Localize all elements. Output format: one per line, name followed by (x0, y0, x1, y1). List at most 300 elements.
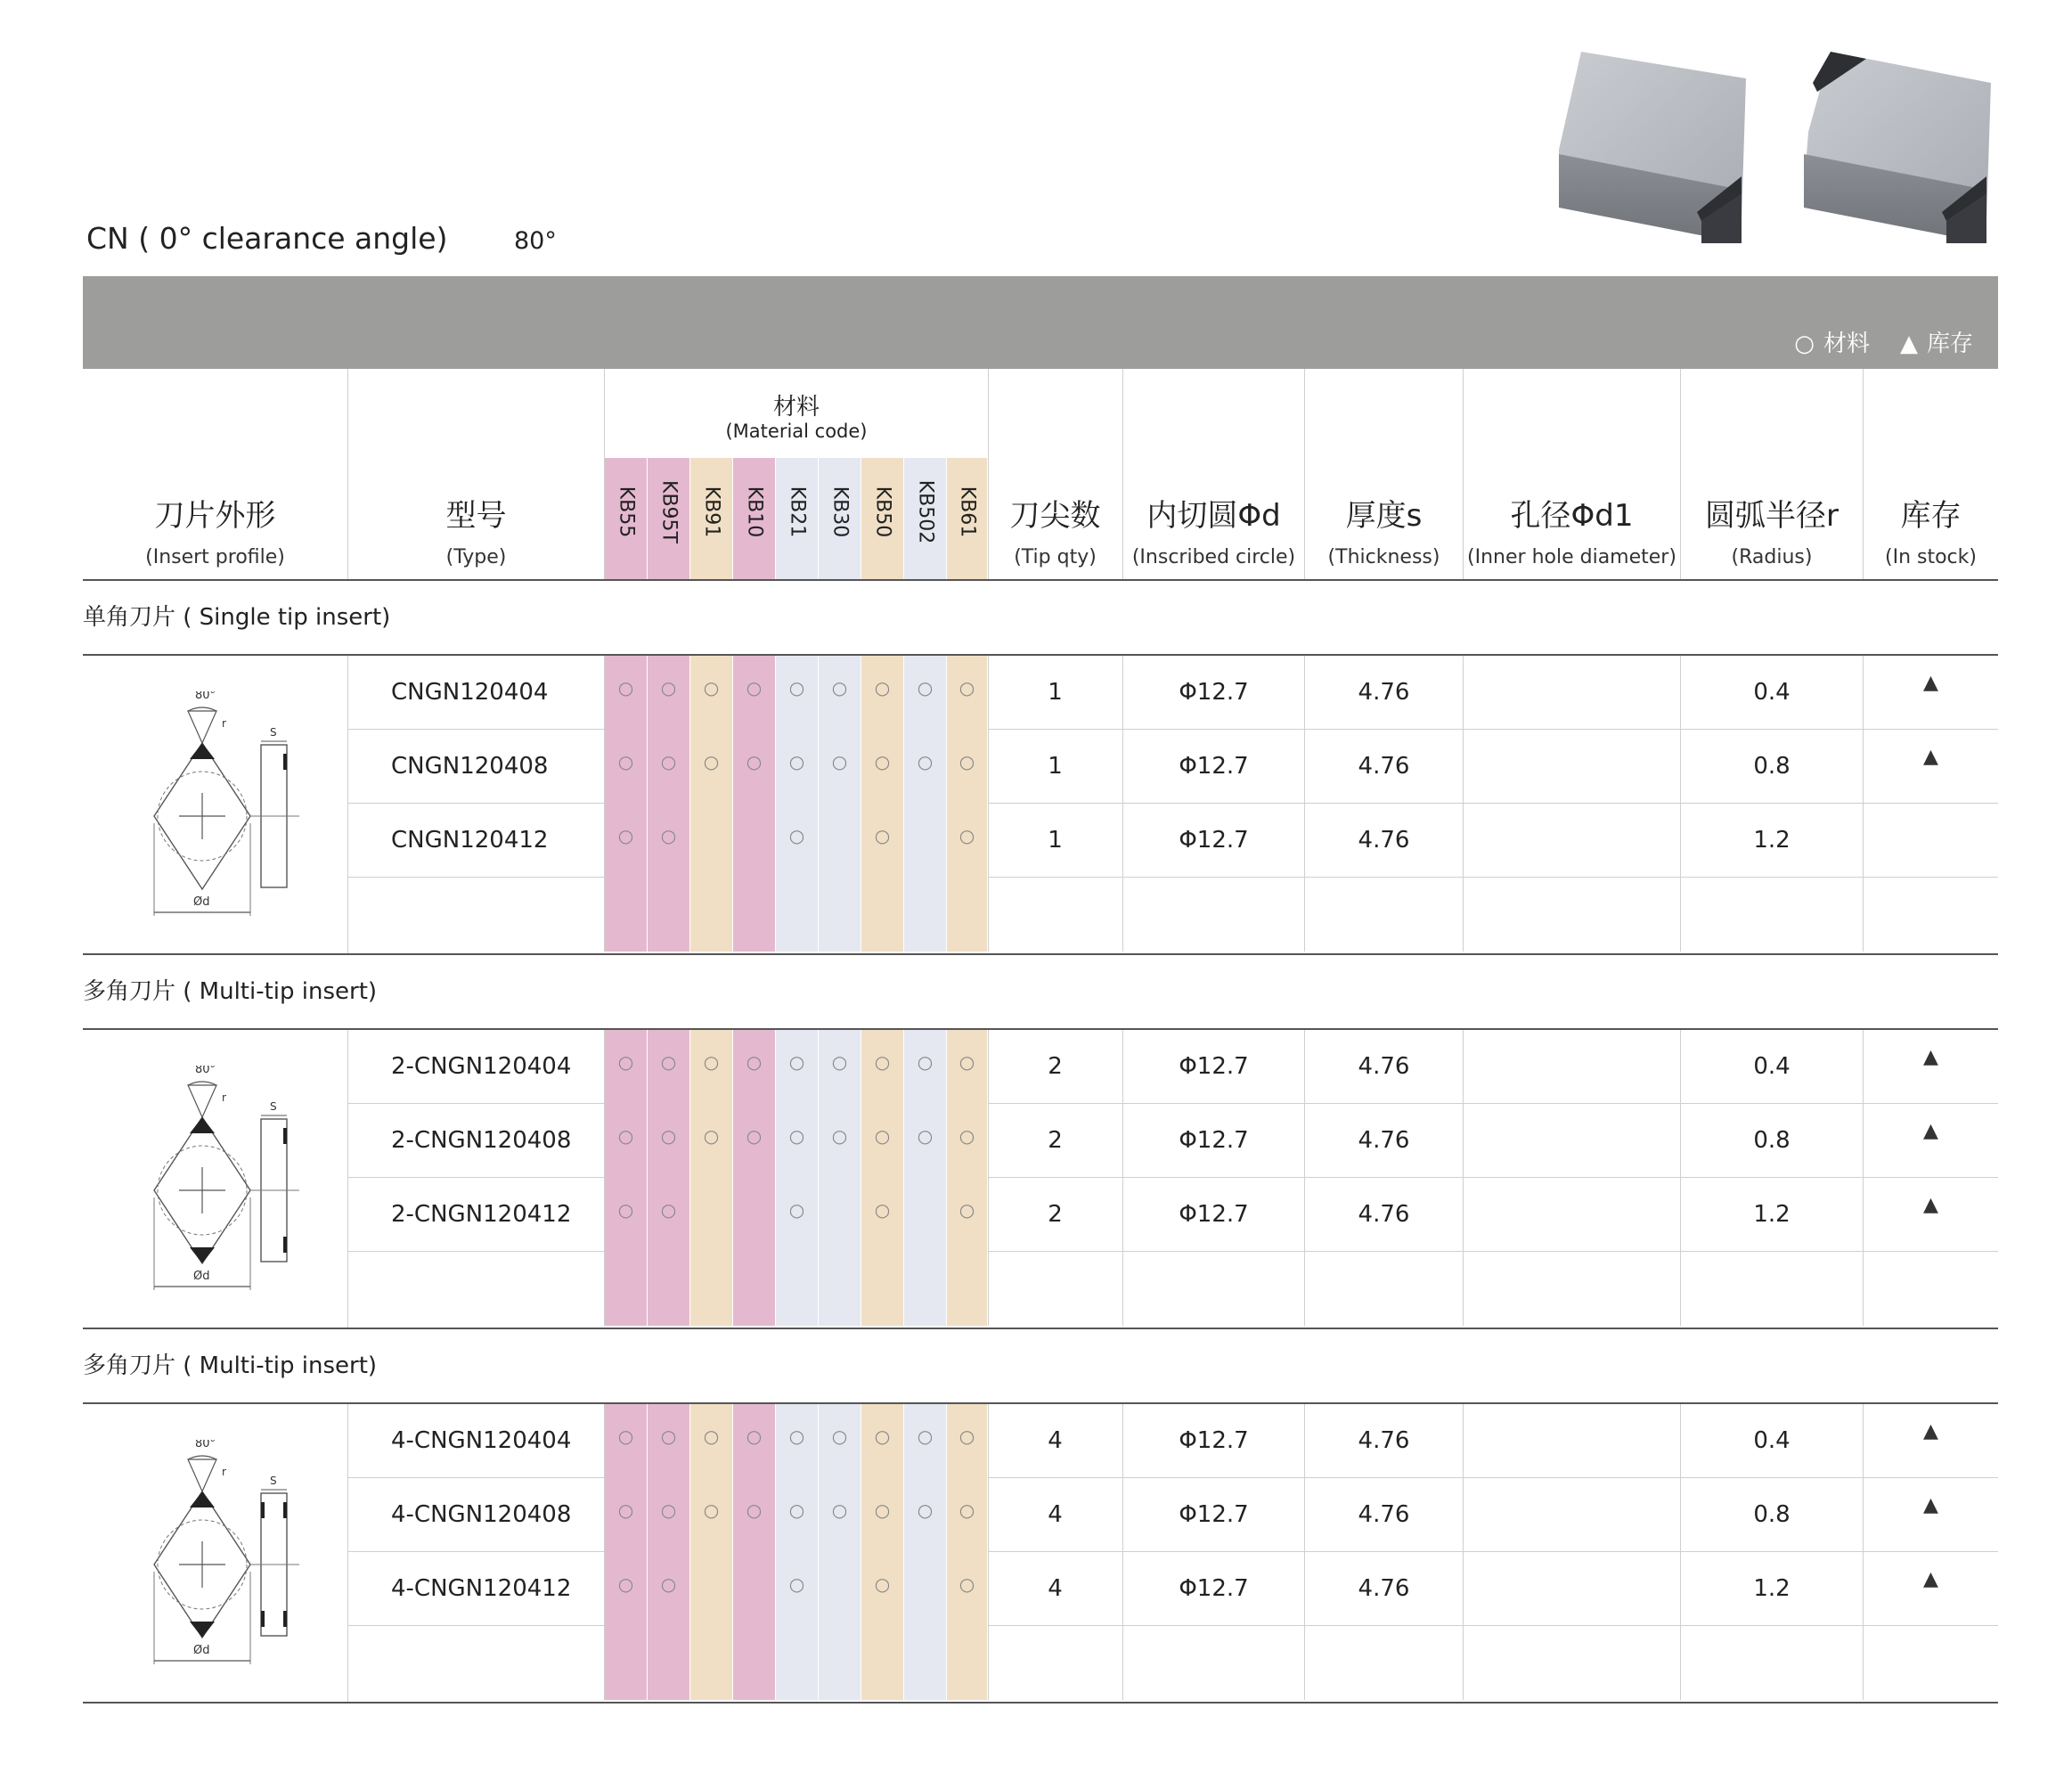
material-cell-kb30 (819, 1552, 861, 1626)
profile-angle-label: 80° (195, 1066, 216, 1076)
material-cell-kb50 (861, 730, 904, 804)
material-available-icon: ○ (617, 1573, 634, 1595)
material-available-icon: ○ (617, 1499, 634, 1521)
cell-radius (1681, 878, 1864, 952)
material-divider (988, 1252, 989, 1326)
col-stock: 库存 (In stock) (1885, 498, 1977, 568)
material-cell-kb30 (819, 1404, 861, 1478)
material-available-icon: ○ (660, 1499, 677, 1521)
material-available-icon: ○ (746, 751, 763, 772)
material-available-icon: ○ (874, 751, 891, 772)
material-cell-kb50 (861, 804, 904, 878)
profile-s-label: S (270, 1475, 277, 1487)
cell-type: 4-CNGN120408 (348, 1478, 605, 1552)
cell-inscribed: Φ12.7 (1123, 1552, 1305, 1626)
material-available-icon: ○ (617, 1199, 634, 1221)
cell-hole (1464, 1552, 1681, 1626)
material-available-icon: ○ (874, 1573, 891, 1595)
material-available-icon: ○ (617, 1125, 634, 1147)
cell-tip-qty (988, 1252, 1123, 1326)
material-available-icon: ○ (788, 1426, 805, 1447)
material-cell-kb10 (733, 1626, 776, 1700)
profile-d-label: Ød (193, 895, 210, 909)
material-head-kb91: KB91 (690, 458, 733, 579)
material-cell-kb502 (904, 730, 947, 804)
insert-profile-drawing (117, 691, 330, 932)
material-cell-kb10 (733, 1178, 776, 1252)
material-cell-kb95t (648, 1626, 690, 1700)
cell-radius: 1.2 (1681, 1552, 1864, 1626)
material-cell-kb95t (648, 1478, 690, 1552)
material-cell-kb10 (733, 1030, 776, 1104)
material-head-kb50: KB50 (861, 458, 904, 579)
material-cell-kb10 (733, 1104, 776, 1178)
legend (1794, 325, 1973, 358)
profile-angle-label: 80° (195, 691, 216, 702)
material-available-icon: ○ (959, 1499, 975, 1521)
material-cell-kb95t (648, 1104, 690, 1178)
title-angle: 80° (513, 227, 557, 255)
table-row (348, 1104, 1998, 1178)
profile-s-label: S (270, 726, 277, 739)
cell-hole (1464, 1478, 1681, 1552)
material-cell-kb10 (733, 878, 776, 952)
material-cell-kb30 (819, 656, 861, 730)
material-cell-kb30 (819, 804, 861, 878)
cell-thickness (1305, 1626, 1464, 1700)
material-available-icon: ○ (746, 1426, 763, 1447)
cell-radius: 0.4 (1681, 1030, 1864, 1104)
material-available-icon: ○ (831, 1426, 848, 1447)
material-cell-kb50 (861, 1552, 904, 1626)
cell-radius: 0.8 (1681, 1104, 1864, 1178)
material-available-icon: ○ (959, 1426, 975, 1447)
material-cell-kb61 (947, 730, 988, 804)
material-cell-kb91 (690, 804, 733, 878)
cell-thickness: 4.76 (1305, 1478, 1464, 1552)
material-cell-kb502 (904, 804, 947, 878)
cell-radius (1681, 1626, 1864, 1700)
cell-hole (1464, 878, 1681, 952)
material-cell-kb61 (947, 656, 988, 730)
material-cell-kb95t (648, 656, 690, 730)
col-profile: 刀片外形 (Insert profile) (83, 369, 348, 579)
cell-tip-qty: 4 (988, 1478, 1123, 1552)
material-cell-kb21 (776, 1478, 819, 1552)
material-cell-kb50 (861, 1478, 904, 1552)
material-cell-kb55 (605, 1178, 648, 1252)
cell-radius: 0.8 (1681, 730, 1864, 804)
cell-hole (1464, 804, 1681, 878)
cell-tip-qty (988, 878, 1123, 952)
material-cell-kb55 (605, 1030, 648, 1104)
material-available-icon: ○ (917, 1051, 934, 1073)
cell-thickness: 4.76 (1305, 656, 1464, 730)
material-cell-kb21 (776, 1552, 819, 1626)
material-available-icon: ○ (660, 1125, 677, 1147)
material-available-icon: ○ (703, 1125, 720, 1147)
cell-stock (1864, 1552, 1998, 1626)
material-cell-kb50 (861, 1178, 904, 1252)
material-cell-kb21 (776, 1104, 819, 1178)
material-cell-kb30 (819, 1626, 861, 1700)
cell-inscribed: Φ12.7 (1123, 1404, 1305, 1478)
cell-type: 2-CNGN120404 (348, 1030, 605, 1104)
material-divider (988, 1104, 989, 1178)
material-divider (988, 878, 989, 952)
material-divider (988, 1178, 989, 1252)
material-head-kb21: KB21 (776, 458, 819, 579)
material-cell-kb502 (904, 1178, 947, 1252)
profile-d-label: Ød (193, 1644, 210, 1657)
material-available-icon: ○ (660, 1199, 677, 1221)
profile-s-label: S (270, 1100, 277, 1113)
material-cell-kb21 (776, 656, 819, 730)
material-available-icon: ○ (874, 677, 891, 699)
material-available-icon: ○ (959, 1125, 975, 1147)
material-available-icon: ○ (874, 1051, 891, 1073)
cell-type: 4-CNGN120404 (348, 1404, 605, 1478)
cell-stock (1864, 878, 1998, 952)
cell-thickness: 4.76 (1305, 1552, 1464, 1626)
cell-inscribed: Φ12.7 (1123, 804, 1305, 878)
col-radius: 圆弧半径r (Radius) (1681, 369, 1864, 579)
material-available-icon: ○ (831, 1499, 848, 1521)
material-available-icon: ○ (746, 1051, 763, 1073)
cell-type (348, 1626, 605, 1700)
material-available-icon: ○ (959, 1573, 975, 1595)
profile-r-label: r (222, 717, 226, 730)
material-cell-kb55 (605, 1626, 648, 1700)
material-available-icon: ○ (703, 677, 720, 699)
material-cell-kb55 (605, 1252, 648, 1326)
cell-stock (1864, 1252, 1998, 1326)
material-available-icon: ○ (831, 1125, 848, 1147)
material-head-kb55: KB55 (605, 458, 648, 579)
material-cell-kb61 (947, 878, 988, 952)
cell-stock (1864, 1178, 1998, 1252)
material-cell-kb50 (861, 656, 904, 730)
material-cell-kb91 (690, 878, 733, 952)
material-available-icon: ○ (788, 1499, 805, 1521)
material-cell-kb61 (947, 1552, 988, 1626)
material-available-icon: ○ (788, 751, 805, 772)
material-cell-kb91 (690, 1478, 733, 1552)
cell-inscribed: Φ12.7 (1123, 1178, 1305, 1252)
col-tip-qty: 刀尖数 (Tip qty) (988, 369, 1123, 579)
material-available-icon: ○ (831, 751, 848, 772)
table-row (348, 1404, 1998, 1478)
material-available-icon: ○ (617, 825, 634, 846)
material-head-kb10: KB10 (733, 458, 776, 579)
header-band (83, 276, 1998, 369)
material-cell-kb21 (776, 878, 819, 952)
cell-radius (1681, 1252, 1864, 1326)
cell-stock (1864, 1030, 1998, 1104)
profile-angle-label: 80° (195, 1440, 216, 1450)
material-available-icon: ○ (874, 1125, 891, 1147)
material-cell-kb50 (861, 1404, 904, 1478)
material-cell-kb61 (947, 804, 988, 878)
material-available-icon: ○ (703, 751, 720, 772)
stock-triangle-icon: ▲ (1923, 746, 1938, 768)
table-row (348, 1626, 1998, 1700)
col-inscribed: 内切圆Φd (Inscribed circle) (1123, 369, 1305, 579)
cell-tip-qty: 2 (988, 1030, 1123, 1104)
insert-profile-cell (83, 656, 348, 953)
insert-profile-drawing (117, 1440, 330, 1680)
cell-radius: 0.8 (1681, 1478, 1864, 1552)
material-cell-kb91 (690, 730, 733, 804)
material-cell-kb30 (819, 1104, 861, 1178)
cell-stock (1864, 1478, 1998, 1552)
stock-triangle-icon: ▲ (1923, 1120, 1938, 1142)
insert-profile-cell (83, 1404, 348, 1702)
cell-stock (1864, 804, 1998, 878)
material-cell-kb502 (904, 656, 947, 730)
material-available-icon: ○ (703, 1426, 720, 1447)
material-available-icon: ○ (831, 1051, 848, 1073)
material-available-icon: ○ (788, 1573, 805, 1595)
material-cell-kb55 (605, 1404, 648, 1478)
cell-thickness: 4.76 (1305, 1178, 1464, 1252)
cell-stock (1864, 730, 1998, 804)
material-cell-kb21 (776, 1252, 819, 1326)
material-available-icon: ○ (703, 1499, 720, 1521)
material-cell-kb50 (861, 878, 904, 952)
material-cell-kb61 (947, 1104, 988, 1178)
material-available-icon: ○ (617, 1426, 634, 1447)
material-divider (988, 730, 989, 804)
material-cell-kb95t (648, 1404, 690, 1478)
material-cell-kb50 (861, 1626, 904, 1700)
cell-radius: 1.2 (1681, 804, 1864, 878)
cell-tip-qty: 4 (988, 1552, 1123, 1626)
material-cell-kb10 (733, 1552, 776, 1626)
material-available-icon: ○ (959, 1051, 975, 1073)
cell-inscribed: Φ12.7 (1123, 1104, 1305, 1178)
cell-hole (1464, 1104, 1681, 1178)
table-row (348, 1178, 1998, 1252)
cell-type: CNGN120408 (348, 730, 605, 804)
table-row (348, 804, 1998, 878)
group-body (83, 656, 1998, 955)
material-available-icon: ○ (788, 825, 805, 846)
material-cell-kb55 (605, 1478, 648, 1552)
material-available-icon: ○ (917, 1125, 934, 1147)
material-available-icon: ○ (788, 1051, 805, 1073)
material-cell-kb21 (776, 1178, 819, 1252)
material-cell-kb10 (733, 1404, 776, 1478)
stock-triangle-icon: ▲ (1923, 672, 1938, 694)
material-cell-kb91 (690, 1552, 733, 1626)
cell-inscribed (1123, 1626, 1305, 1700)
material-available-icon: ○ (788, 677, 805, 699)
material-cell-kb95t (648, 1178, 690, 1252)
material-cell-kb61 (947, 1626, 988, 1700)
table-header (83, 369, 1998, 581)
material-available-icon: ○ (788, 1199, 805, 1221)
material-cell-kb61 (947, 1252, 988, 1326)
material-available-icon: ○ (874, 1499, 891, 1521)
material-available-icon: ○ (660, 1051, 677, 1073)
stock-triangle-icon: ▲ (1923, 1494, 1938, 1516)
insert-photo-multi-tip (1799, 43, 2004, 249)
col-hole: 孔径Φd1 (Inner hole diameter) (1464, 369, 1681, 579)
material-cell-kb91 (690, 656, 733, 730)
cell-type: 2-CNGN120412 (348, 1178, 605, 1252)
col-material-group: 材料 (Material code) KB55 KB95T KB91 KB10 KB21 KB30 KB50 KB502 KB61 (605, 369, 989, 579)
material-available-icon: ○ (959, 751, 975, 772)
material-available-icon: ○ (874, 1426, 891, 1447)
table-row (348, 1478, 1998, 1552)
table-row (348, 878, 1998, 952)
material-cell-kb95t (648, 878, 690, 952)
material-cell-kb55 (605, 804, 648, 878)
cell-type (348, 1252, 605, 1326)
material-cell-kb30 (819, 1252, 861, 1326)
material-available-icon: ○ (917, 751, 934, 772)
insert-photo-single-tip (1554, 43, 1759, 249)
group-title: 多角刀片 ( Multi-tip insert) (83, 1329, 1998, 1404)
material-cell-kb30 (819, 1178, 861, 1252)
material-cell-kb50 (861, 1104, 904, 1178)
material-cell-kb502 (904, 1626, 947, 1700)
material-available-icon: ○ (831, 677, 848, 699)
material-cell-kb61 (947, 1030, 988, 1104)
product-table (83, 369, 1998, 1704)
material-divider (988, 1552, 989, 1626)
profile-r-label: r (222, 1466, 226, 1478)
material-cell-kb21 (776, 1030, 819, 1104)
material-head-kb61: KB61 (947, 458, 988, 579)
cell-tip-qty (988, 1626, 1123, 1700)
material-cell-kb502 (904, 1030, 947, 1104)
table-row (348, 656, 1998, 730)
material-cell-kb95t (648, 1552, 690, 1626)
material-available-icon: ○ (959, 825, 975, 846)
material-cell-kb502 (904, 1478, 947, 1552)
cell-tip-qty: 1 (988, 656, 1123, 730)
material-cell-kb55 (605, 1552, 648, 1626)
material-cell-kb95t (648, 730, 690, 804)
cell-tip-qty: 2 (988, 1104, 1123, 1178)
col-type: 型号 (Type) (348, 369, 605, 579)
table-row (348, 1252, 1998, 1326)
material-available-icon: ○ (746, 1499, 763, 1521)
cell-hole (1464, 1252, 1681, 1326)
material-available-icon: ○ (617, 1051, 634, 1073)
material-available-icon: ○ (660, 677, 677, 699)
cell-hole (1464, 730, 1681, 804)
material-cell-kb50 (861, 1030, 904, 1104)
cell-hole (1464, 1626, 1681, 1700)
cell-stock (1864, 1404, 1998, 1478)
material-available-icon: ○ (917, 1499, 934, 1521)
material-divider (988, 1478, 989, 1552)
cell-thickness (1305, 878, 1464, 952)
cell-tip-qty: 1 (988, 730, 1123, 804)
cell-inscribed: Φ12.7 (1123, 730, 1305, 804)
material-cell-kb50 (861, 1252, 904, 1326)
material-cell-kb55 (605, 1104, 648, 1178)
material-available-icon: ○ (617, 751, 634, 772)
material-cell-kb30 (819, 1030, 861, 1104)
material-cell-kb91 (690, 1178, 733, 1252)
cell-thickness: 4.76 (1305, 730, 1464, 804)
material-available-icon: ○ (746, 1125, 763, 1147)
cell-thickness: 4.76 (1305, 804, 1464, 878)
cell-type: 4-CNGN120412 (348, 1552, 605, 1626)
material-cell-kb91 (690, 1626, 733, 1700)
material-cell-kb91 (690, 1404, 733, 1478)
group-body (83, 1030, 1998, 1329)
group-title: 单角刀片 ( Single tip insert) (83, 581, 1998, 656)
cell-thickness (1305, 1252, 1464, 1326)
cell-hole (1464, 1178, 1681, 1252)
cell-tip-qty: 1 (988, 804, 1123, 878)
material-cell-kb21 (776, 1404, 819, 1478)
cell-inscribed (1123, 1252, 1305, 1326)
material-available-icon: ○ (959, 677, 975, 699)
material-cell-kb502 (904, 1104, 947, 1178)
material-cell-kb30 (819, 878, 861, 952)
material-cell-kb21 (776, 730, 819, 804)
material-divider (988, 1030, 989, 1104)
insert-profile-drawing (117, 1066, 330, 1306)
material-available-icon: ○ (660, 825, 677, 846)
cell-radius: 0.4 (1681, 1404, 1864, 1478)
cell-thickness: 4.76 (1305, 1030, 1464, 1104)
cell-tip-qty: 4 (988, 1404, 1123, 1478)
cell-type: CNGN120412 (348, 804, 605, 878)
material-divider (988, 1404, 989, 1478)
material-cell-kb55 (605, 730, 648, 804)
cell-stock (1864, 1626, 1998, 1700)
insert-profile-cell (83, 1030, 348, 1328)
stock-triangle-icon: ▲ (1923, 1420, 1938, 1442)
material-cell-kb91 (690, 1104, 733, 1178)
material-available-icon: ○ (746, 677, 763, 699)
material-cell-kb10 (733, 1478, 776, 1552)
cell-stock (1864, 1104, 1998, 1178)
material-divider (988, 656, 989, 730)
profile-d-label: Ød (193, 1270, 210, 1283)
page-title (86, 221, 557, 256)
material-cell-kb502 (904, 878, 947, 952)
material-cell-kb95t (648, 1030, 690, 1104)
col-thickness: 厚度s (Thickness) (1305, 369, 1464, 579)
cell-stock (1864, 656, 1998, 730)
material-cell-kb10 (733, 804, 776, 878)
material-available-icon: ○ (959, 1199, 975, 1221)
material-cell-kb502 (904, 1404, 947, 1478)
material-cell-kb91 (690, 1030, 733, 1104)
material-available-icon: ○ (874, 1199, 891, 1221)
group-body (83, 1404, 1998, 1704)
table-row (348, 1552, 1998, 1626)
material-available-icon: ○ (660, 751, 677, 772)
material-cell-kb21 (776, 804, 819, 878)
material-head-kb30: KB30 (819, 458, 861, 579)
material-cell-kb91 (690, 1252, 733, 1326)
material-cell-kb10 (733, 656, 776, 730)
material-cell-kb502 (904, 1252, 947, 1326)
material-cell-kb10 (733, 730, 776, 804)
material-cell-kb21 (776, 1626, 819, 1700)
material-cell-kb10 (733, 1252, 776, 1326)
profile-r-label: r (222, 1091, 226, 1104)
